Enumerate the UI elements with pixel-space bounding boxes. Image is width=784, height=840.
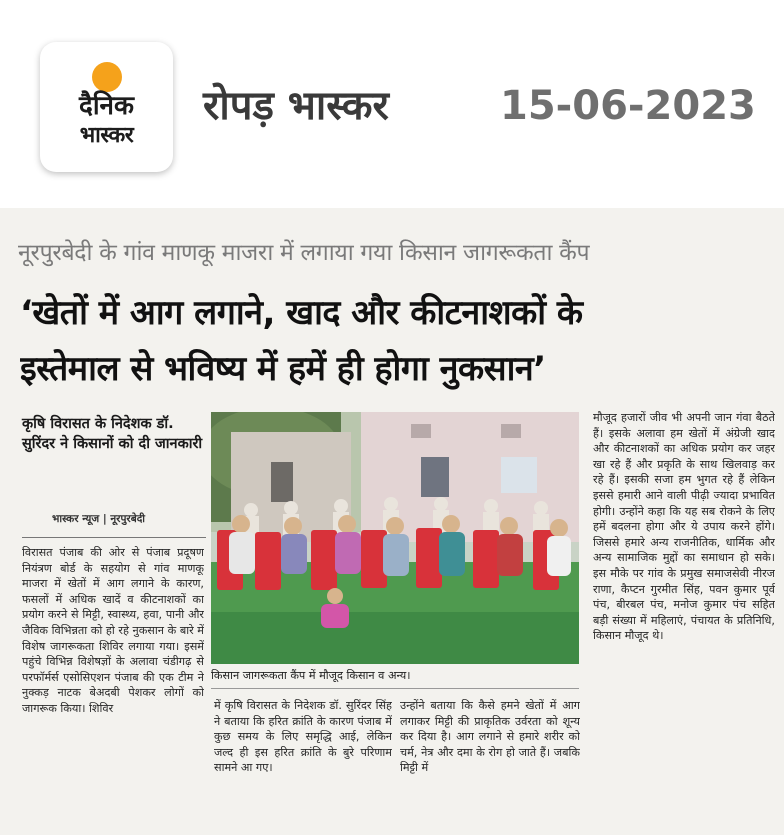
article-column-2: में कृषि विरासत के निदेशक डॉ. सुरिंदर सिंह ने बताया कि हरित क्रांति के कारण पंजाब में कुछ समय के लिए समृद्धि आई, लेकिन जल्द ही इस हरित क्रांति के बुरे परिणाम सामने आ गए। [214,699,392,775]
article-column-1: विरासत पंजाब की ओर से पंजाब प्रदूषण नियंत्रण बोर्ड के सहयोग से गांव माणकू माजरा में खेतों में आग लगाने के कारण, फसलों में अधिक खादें व कीटनाशकों का प्रयोग करने से मिट्टी, स्वास्थ्य, हवा, पानी और जैविक विभिन्नता को हो रहे नुकसान के बारे में विशेष जागरूकता शिविर लगाया गया। इसमें पहुंचे विभिन्न विशेषज्ञों के अलावा चंडीगढ़ से परफॉर्मर्स एसोसिएशन पंजाब की एक टीम ने नुक्कड़ नाटक बेअदबी पेशकर लोगों को जागरूक किया। शिविर [22,546,204,715]
crowd-photo-illustration [211,412,579,664]
article-column-4: मौजूद हजारों जीव भी अपनी जान गंवा बैठते हैं। इसके अलावा हम खेतों में अंग्रेजी खाद और कीटनाशकों का अधिक प्रयोग कर जहर खा रहे हैं और प्रकृति के साथ खिलवाड़ कर रहे हैं। इसकी सजा हम भुगत रहे हैं लेकिन इससे हमारी आने वाली पीढ़ी ज्यादा प्रभावित होगी। उन्होंने कहा कि यह सब रोकने के लिए हमें बदलना होगा और ये उपाय करने होंगे। जिससे हमारे अन्य राजनीतिक, धार्मिक और अन्य सामाजिक मुद्दों का समाधान हो सके। इस मौके पर गांव के प्रमुख समाजसेवी नीरज राणा, कैप्टन गुरमीत सिंह, पवन कुमार पूर्व पंच, बीरबल पंच, मनोज कुमार पंच सहित बड़ी संख्या में महिलाएं, पंचायत के प्रतिनिधि, किसान मौजूद थे। [593,411,775,643]
logo-text-line2: भास्कर [79,123,134,148]
article-subheading: कृषि विरासत के निदेशक डॉ. सुरिंदर ने किसानों को दी जानकारी [22,416,203,452]
article-photo [211,412,579,664]
edition-title: रोपड़ भास्कर [203,83,389,129]
newspaper-logo [40,42,173,172]
caption-divider [211,688,579,689]
edition-date: 15-06-2023 [500,83,756,129]
article-kicker: नूरपुरबेदी के गांव माणकू माजरा में लगाया गया किसान जागरूकता कैंप [18,240,590,266]
article-byline: भास्कर न्यूज | नूरपुरबेदी [52,513,145,525]
headline-line-2: इस्तेमाल से भविष्य में हमें ही होगा नुकसान’ [20,349,546,389]
logo-text-line1: दैनिक [79,91,134,121]
article-column-3: उन्होंने बताया कि कैसे हमने खेतों में आग लगाकर मिट्टी की प्राकृतिक उर्वरता को शून्य कर दिया है। आग लगाने से हमारे शरीर को चर्म, नेत्र और दमा के रोग हो जाते हैं। जबकि मिट्टी में [400,699,580,775]
photo-caption: किसान जागरूकता कैंप में मौजूद किसान व अन्य। [211,669,411,682]
sun-icon [92,62,122,92]
headline-line-1: ‘खेतों में आग लगाने, खाद और कीटनाशकों के [20,293,583,333]
byline-divider [22,537,206,538]
